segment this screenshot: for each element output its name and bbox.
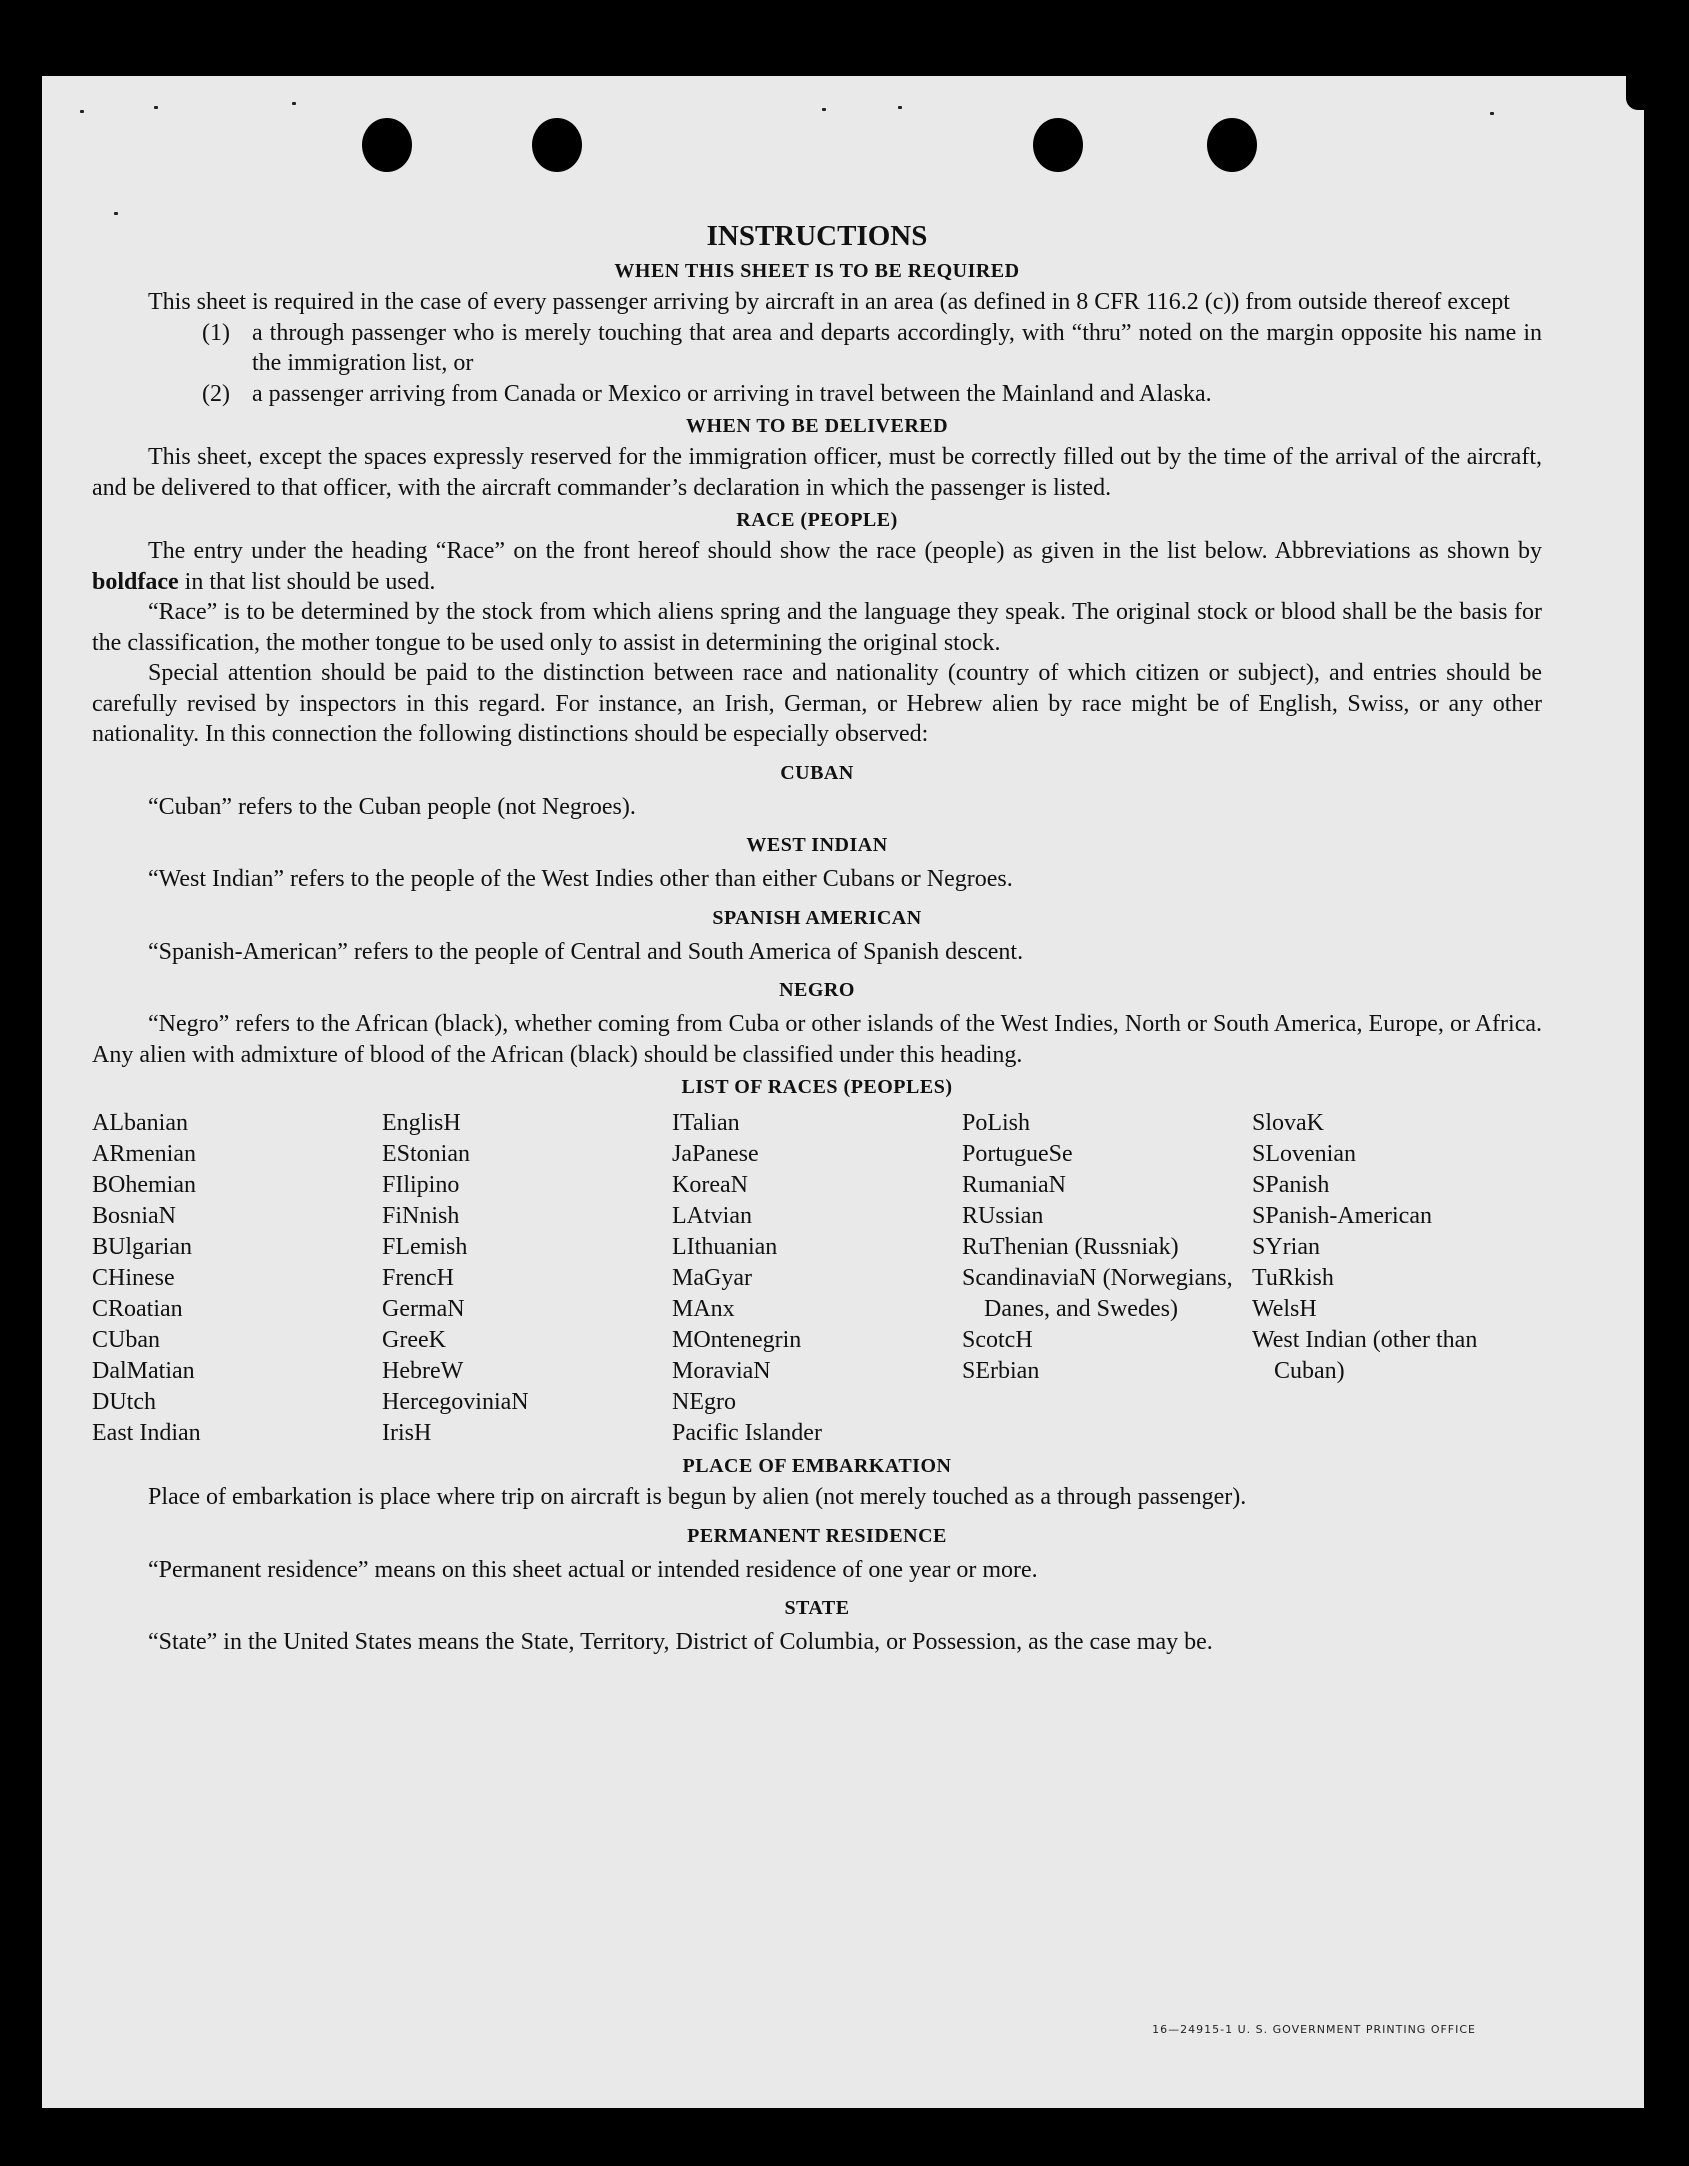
- race-entry: GermaN: [382, 1296, 465, 1322]
- page-title: INSTRUCTIONS: [706, 220, 928, 252]
- section-heading-delivered: WHEN TO BE DELIVERED: [685, 415, 949, 437]
- punch-hole: [532, 118, 582, 172]
- race-entry: SPanish: [1252, 1172, 1330, 1198]
- race-entry: SErbian: [962, 1358, 1040, 1384]
- race-entry: FIlipino: [382, 1172, 460, 1198]
- races-column: [382, 1108, 672, 1449]
- printing-office-footer: 16—24915-1 U. S. GOVERNMENT PRINTING OFFICE: [1152, 2023, 1476, 2036]
- race-entry: CRoatian: [92, 1296, 183, 1322]
- race-entry: ITalian: [672, 1110, 740, 1136]
- punch-hole: [1033, 118, 1083, 172]
- races-column: [672, 1108, 962, 1449]
- race-entry: RumaniaN: [962, 1172, 1066, 1198]
- section-heading-cuban: CUBAN: [780, 761, 854, 784]
- spanish-american-text: “Spanish-American” refers to the people of Central and South America of Spanish descent.: [148, 938, 1024, 965]
- item-number: (2): [202, 380, 230, 407]
- races-column: [92, 1108, 382, 1449]
- race-entry: CUban: [92, 1327, 160, 1353]
- race-entry: JaPanese: [672, 1141, 759, 1167]
- negro-text: “Negro” refers to the African (black), whether coming from Cuba or other islands of the West Indies, North or South America, Europe, or Africa. Any alien with admixture of blood of the African (black) should be classified under this heading.: [92, 1011, 1542, 1068]
- section-heading-negro: NEGRO: [779, 979, 855, 1001]
- speck: [822, 108, 826, 111]
- race-entry: DUtch: [92, 1389, 156, 1415]
- section-heading-required: WHEN THIS SHEET IS TO BE REQUIRED: [614, 260, 1020, 282]
- race-entry: DalMatian: [92, 1358, 195, 1384]
- item-number: (1): [202, 319, 230, 346]
- race-entry: WelsH: [1252, 1296, 1317, 1322]
- race-paragraph-2: “Race” is to be determined by the stock from which aliens spring and the language they speak. The original stock or blood shall be the basis for the classification, the mother tongue to be used only to assist in determining the original stock.: [92, 599, 1542, 656]
- race-entry: EStonian: [382, 1141, 470, 1167]
- section-heading-state: STATE: [784, 1597, 850, 1619]
- document-sheet: [42, 76, 1644, 2108]
- instructions-content: [92, 218, 1542, 1658]
- embarkation-text: Place of embarkation is place where trip on aircraft is begun by alien (not merely touched as a through passenger).: [148, 1484, 1247, 1510]
- race-entry: EnglisH: [382, 1110, 461, 1136]
- race-entry: LAtvian: [672, 1203, 752, 1229]
- exception-item: [92, 318, 1542, 379]
- section-heading-races-list: LIST OF RACES (PEOPLES): [681, 1076, 953, 1098]
- west-indian-text: “West Indian” refers to the people of the West Indies other than either Cubans or Negroes.: [148, 866, 1013, 892]
- race-entry: IrisH: [382, 1420, 432, 1446]
- race-entry: PortugueSe: [962, 1141, 1073, 1167]
- race-entry: FrencH: [382, 1265, 454, 1291]
- races-column: [962, 1108, 1252, 1449]
- item-text: a passenger arriving from Canada or Mexico or arriving in travel between the Mainland and Alaska.: [252, 380, 1212, 407]
- section-heading-race: RACE (PEOPLE): [736, 509, 898, 531]
- race-p1-end: in that list should be used.: [178, 568, 436, 595]
- race-p1-start: The entry under the heading “Race” on the front hereof should show the race (people) as given in the list below. Abbreviations as shown by: [148, 538, 1542, 564]
- residence-text: “Permanent residence” means on this sheet actual or intended residence of one year or more.: [148, 1556, 1038, 1583]
- race-entry: TuRkish: [1252, 1265, 1334, 1291]
- speck: [898, 106, 902, 109]
- race-entry: RUssian: [962, 1203, 1044, 1229]
- speck: [80, 110, 84, 113]
- race-entry: FLemish: [382, 1234, 468, 1260]
- race-entry: BOhemian: [92, 1172, 196, 1198]
- race-p1-bold: boldface: [92, 568, 179, 595]
- race-entry: RuThenian (Russniak): [962, 1234, 1179, 1260]
- race-entry: SYrian: [1252, 1234, 1320, 1260]
- exception-item: [92, 379, 1542, 410]
- races-column: [1252, 1108, 1542, 1449]
- race-entry: HebreW: [382, 1358, 464, 1384]
- speck: [292, 102, 296, 105]
- race-entry: MAnx: [672, 1296, 735, 1322]
- section-heading-embarkation: PLACE OF EMBARKATION: [682, 1455, 952, 1477]
- item-text: a through passenger who is merely touching that area and departs accordingly, with “thru” noted on the margin opposite his name in the immigration list, or: [252, 319, 1542, 376]
- section-heading-residence: PERMANENT RESIDENCE: [687, 1524, 947, 1547]
- race-entry: CHinese: [92, 1265, 175, 1291]
- race-paragraph-3: Special attention should be paid to the distinction between race and nationality (country of which citizen or subject), and entries should be carefully revised by inspectors in this regard. For instance, an Irish, German, or Hebrew alien by race might be of English, Swiss, or any other nationality. In this connection the following distinctions should be especially observed:: [92, 660, 1542, 747]
- speck: [114, 212, 118, 215]
- race-entry: West Indian (other than Cuban): [1252, 1327, 1478, 1384]
- race-entry: BosniaN: [92, 1203, 176, 1229]
- race-entry: GreeK: [382, 1327, 446, 1353]
- race-entry: NEgro: [672, 1389, 736, 1415]
- race-entry: MaGyar: [672, 1265, 752, 1291]
- race-entry: FiNnish: [382, 1203, 460, 1229]
- race-entry: Pacific Islander: [672, 1420, 822, 1446]
- race-entry: BUlgarian: [92, 1234, 192, 1260]
- speck: [154, 106, 158, 109]
- races-list: [92, 1108, 1542, 1449]
- delivered-text: This sheet, except the spaces expressly reserved for the immigration officer, must be correctly filled out by the time of the arrival of the aircraft, and be delivered to that officer, with the aircraft commander’s declaration in which the passenger is listed.: [92, 444, 1542, 501]
- race-entry: ScotcH: [962, 1327, 1033, 1353]
- race-entry: PoLish: [962, 1110, 1031, 1136]
- required-intro: This sheet is required in the case of every passenger arriving by aircraft in an area (as defined in 8 CFR 116.2 (c)) from outside thereof except: [148, 289, 1510, 315]
- race-entry: SlovaK: [1252, 1110, 1324, 1136]
- race-entry: LIthuanian: [672, 1234, 778, 1260]
- race-paragraph-1: [92, 536, 1542, 597]
- torn-corner: [1626, 76, 1644, 110]
- race-entry: SPanish-American: [1252, 1203, 1432, 1229]
- cuban-text: “Cuban” refers to the Cuban people (not Negroes).: [148, 793, 636, 820]
- speck: [1490, 112, 1494, 115]
- race-entry: ScandinaviaN (Norwegians, Danes, and Swedes): [962, 1265, 1233, 1322]
- state-text: “State” in the United States means the State, Territory, District of Columbia, or Possession, as the case may be.: [148, 1629, 1213, 1655]
- section-heading-west-indian: WEST INDIAN: [746, 834, 888, 856]
- race-entry: MoraviaN: [672, 1358, 771, 1384]
- race-entry: MOntenegrin: [672, 1327, 802, 1353]
- section-heading-spanish-american: SPANISH AMERICAN: [712, 906, 922, 929]
- punch-hole: [1207, 118, 1257, 172]
- race-entry: KoreaN: [672, 1172, 748, 1198]
- race-entry: ALbanian: [92, 1110, 188, 1136]
- race-entry: ARmenian: [92, 1141, 196, 1167]
- race-entry: HercegoviniaN: [382, 1389, 529, 1415]
- race-entry: East Indian: [92, 1420, 201, 1446]
- punch-hole: [362, 118, 412, 172]
- race-entry: SLovenian: [1252, 1141, 1356, 1167]
